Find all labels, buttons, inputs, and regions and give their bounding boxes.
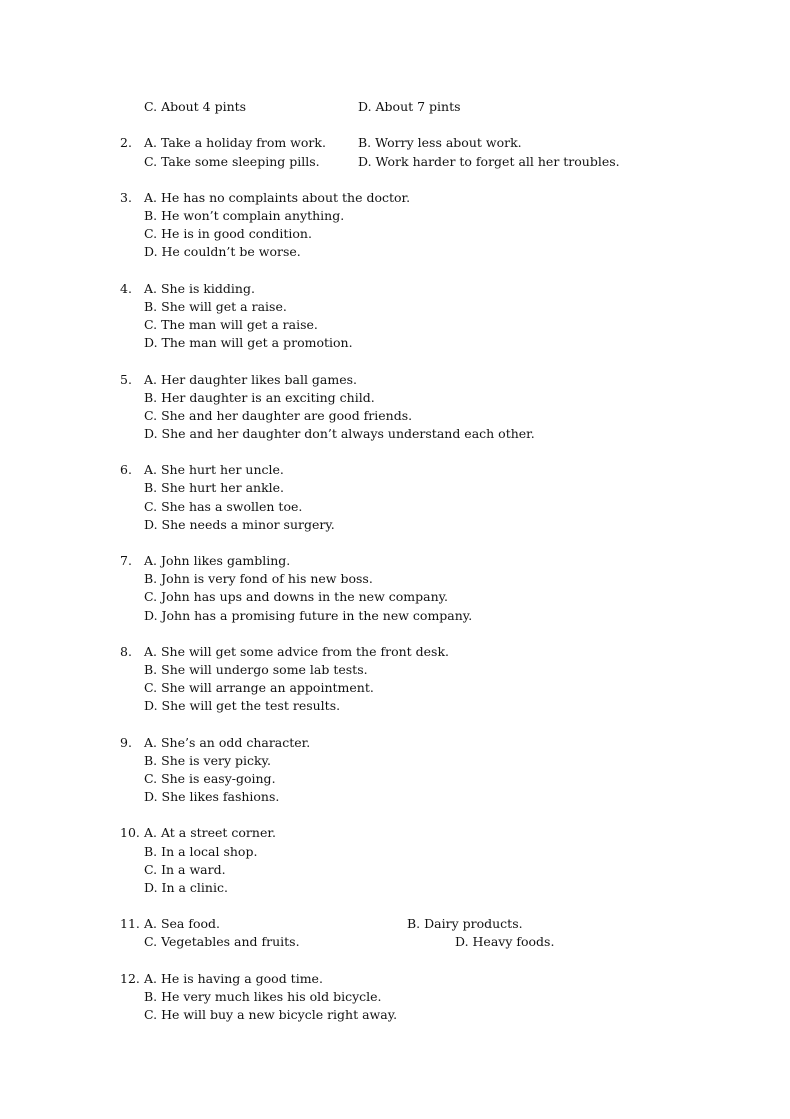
q10-number: 10. — [120, 825, 140, 840]
q5-option-a: A. Her daughter likes ball games. — [144, 372, 358, 387]
q10-option-c: C. In a ward. — [144, 862, 226, 877]
q1-option-d: D. About 7 pints — [358, 99, 461, 114]
q8-option-c: C. She will arrange an appointment. — [144, 680, 374, 695]
q5-number: 5. — [120, 372, 132, 387]
q6-option-b: B. She hurt her ankle. — [144, 480, 285, 495]
q6-number: 6. — [120, 462, 132, 477]
q4-option-d: D. The man will get a promotion. — [144, 335, 353, 350]
q2-option-a: A. Take a holiday from work. — [144, 135, 326, 150]
q5-option-c: C. She and her daughter are good friends. — [144, 408, 413, 423]
q7-option-d: D. John has a promising future in the new company. — [144, 608, 473, 623]
q11-option-b: B. Dairy products. — [407, 916, 523, 931]
q7-number: 7. — [120, 553, 132, 568]
q6-option-c: C. She has a swollen toe. — [144, 499, 303, 514]
q2-option-d: D. Work harder to forget all her troubles. — [358, 154, 620, 169]
q2-number: 2. — [120, 135, 132, 150]
q10-option-a: A. At a street corner. — [144, 825, 276, 840]
q9-option-b: B. She is very picky. — [144, 753, 271, 768]
q3-option-b: B. He won’t complain anything. — [144, 208, 345, 223]
q12-option-a: A. He is having a good time. — [144, 971, 323, 986]
q2-option-b: B. Worry less about work. — [358, 135, 522, 150]
q11-number: 11. — [120, 916, 140, 931]
q5-option-b: B. Her daughter is an exciting child. — [144, 390, 375, 405]
q4-number: 4. — [120, 281, 132, 296]
q2-option-c: C. Take some sleeping pills. — [144, 154, 320, 169]
q9-number: 9. — [120, 735, 132, 750]
q11-option-d: D. Heavy foods. — [455, 934, 555, 949]
q9-option-a: A. She’s an odd character. — [144, 735, 311, 750]
q10-option-b: B. In a local shop. — [144, 844, 258, 859]
q7-option-c: C. John has ups and downs in the new company. — [144, 589, 448, 604]
q12-number: 12. — [120, 971, 140, 986]
q5-option-d: D. She and her daughter don’t always understand each other. — [144, 426, 535, 441]
q7-option-b: B. John is very fond of his new boss. — [144, 571, 373, 586]
q4-option-a: A. She is kidding. — [144, 281, 255, 296]
q6-option-a: A. She hurt her uncle. — [144, 462, 284, 477]
q12-option-b: B. He very much likes his old bicycle. — [144, 989, 382, 1004]
q3-number: 3. — [120, 190, 132, 205]
q3-option-a: A. He has no complaints about the doctor. — [144, 190, 411, 205]
q11-option-a: A. Sea food. — [144, 916, 221, 931]
q8-option-a: A. She will get some advice from the front desk. — [144, 644, 450, 659]
q7-option-a: A. John likes gambling. — [144, 553, 291, 568]
q4-option-b: B. She will get a raise. — [144, 299, 287, 314]
q12-option-c: C. He will buy a new bicycle right away. — [144, 1007, 398, 1022]
q8-option-b: B. She will undergo some lab tests. — [144, 662, 368, 677]
q8-number: 8. — [120, 644, 132, 659]
q3-option-c: C. He is in good condition. — [144, 226, 312, 241]
q10-option-d: D. In a clinic. — [144, 880, 228, 895]
q1-option-c: C. About 4 pints — [144, 99, 247, 114]
q6-option-d: D. She needs a minor surgery. — [144, 517, 335, 532]
q4-option-c: C. The man will get a raise. — [144, 317, 318, 332]
q9-option-c: C. She is easy-going. — [144, 771, 276, 786]
q11-option-c: C. Vegetables and fruits. — [144, 934, 300, 949]
q9-option-d: D. She likes fashions. — [144, 789, 280, 804]
q3-option-d: D. He couldn’t be worse. — [144, 244, 301, 259]
q8-option-d: D. She will get the test results. — [144, 698, 341, 713]
